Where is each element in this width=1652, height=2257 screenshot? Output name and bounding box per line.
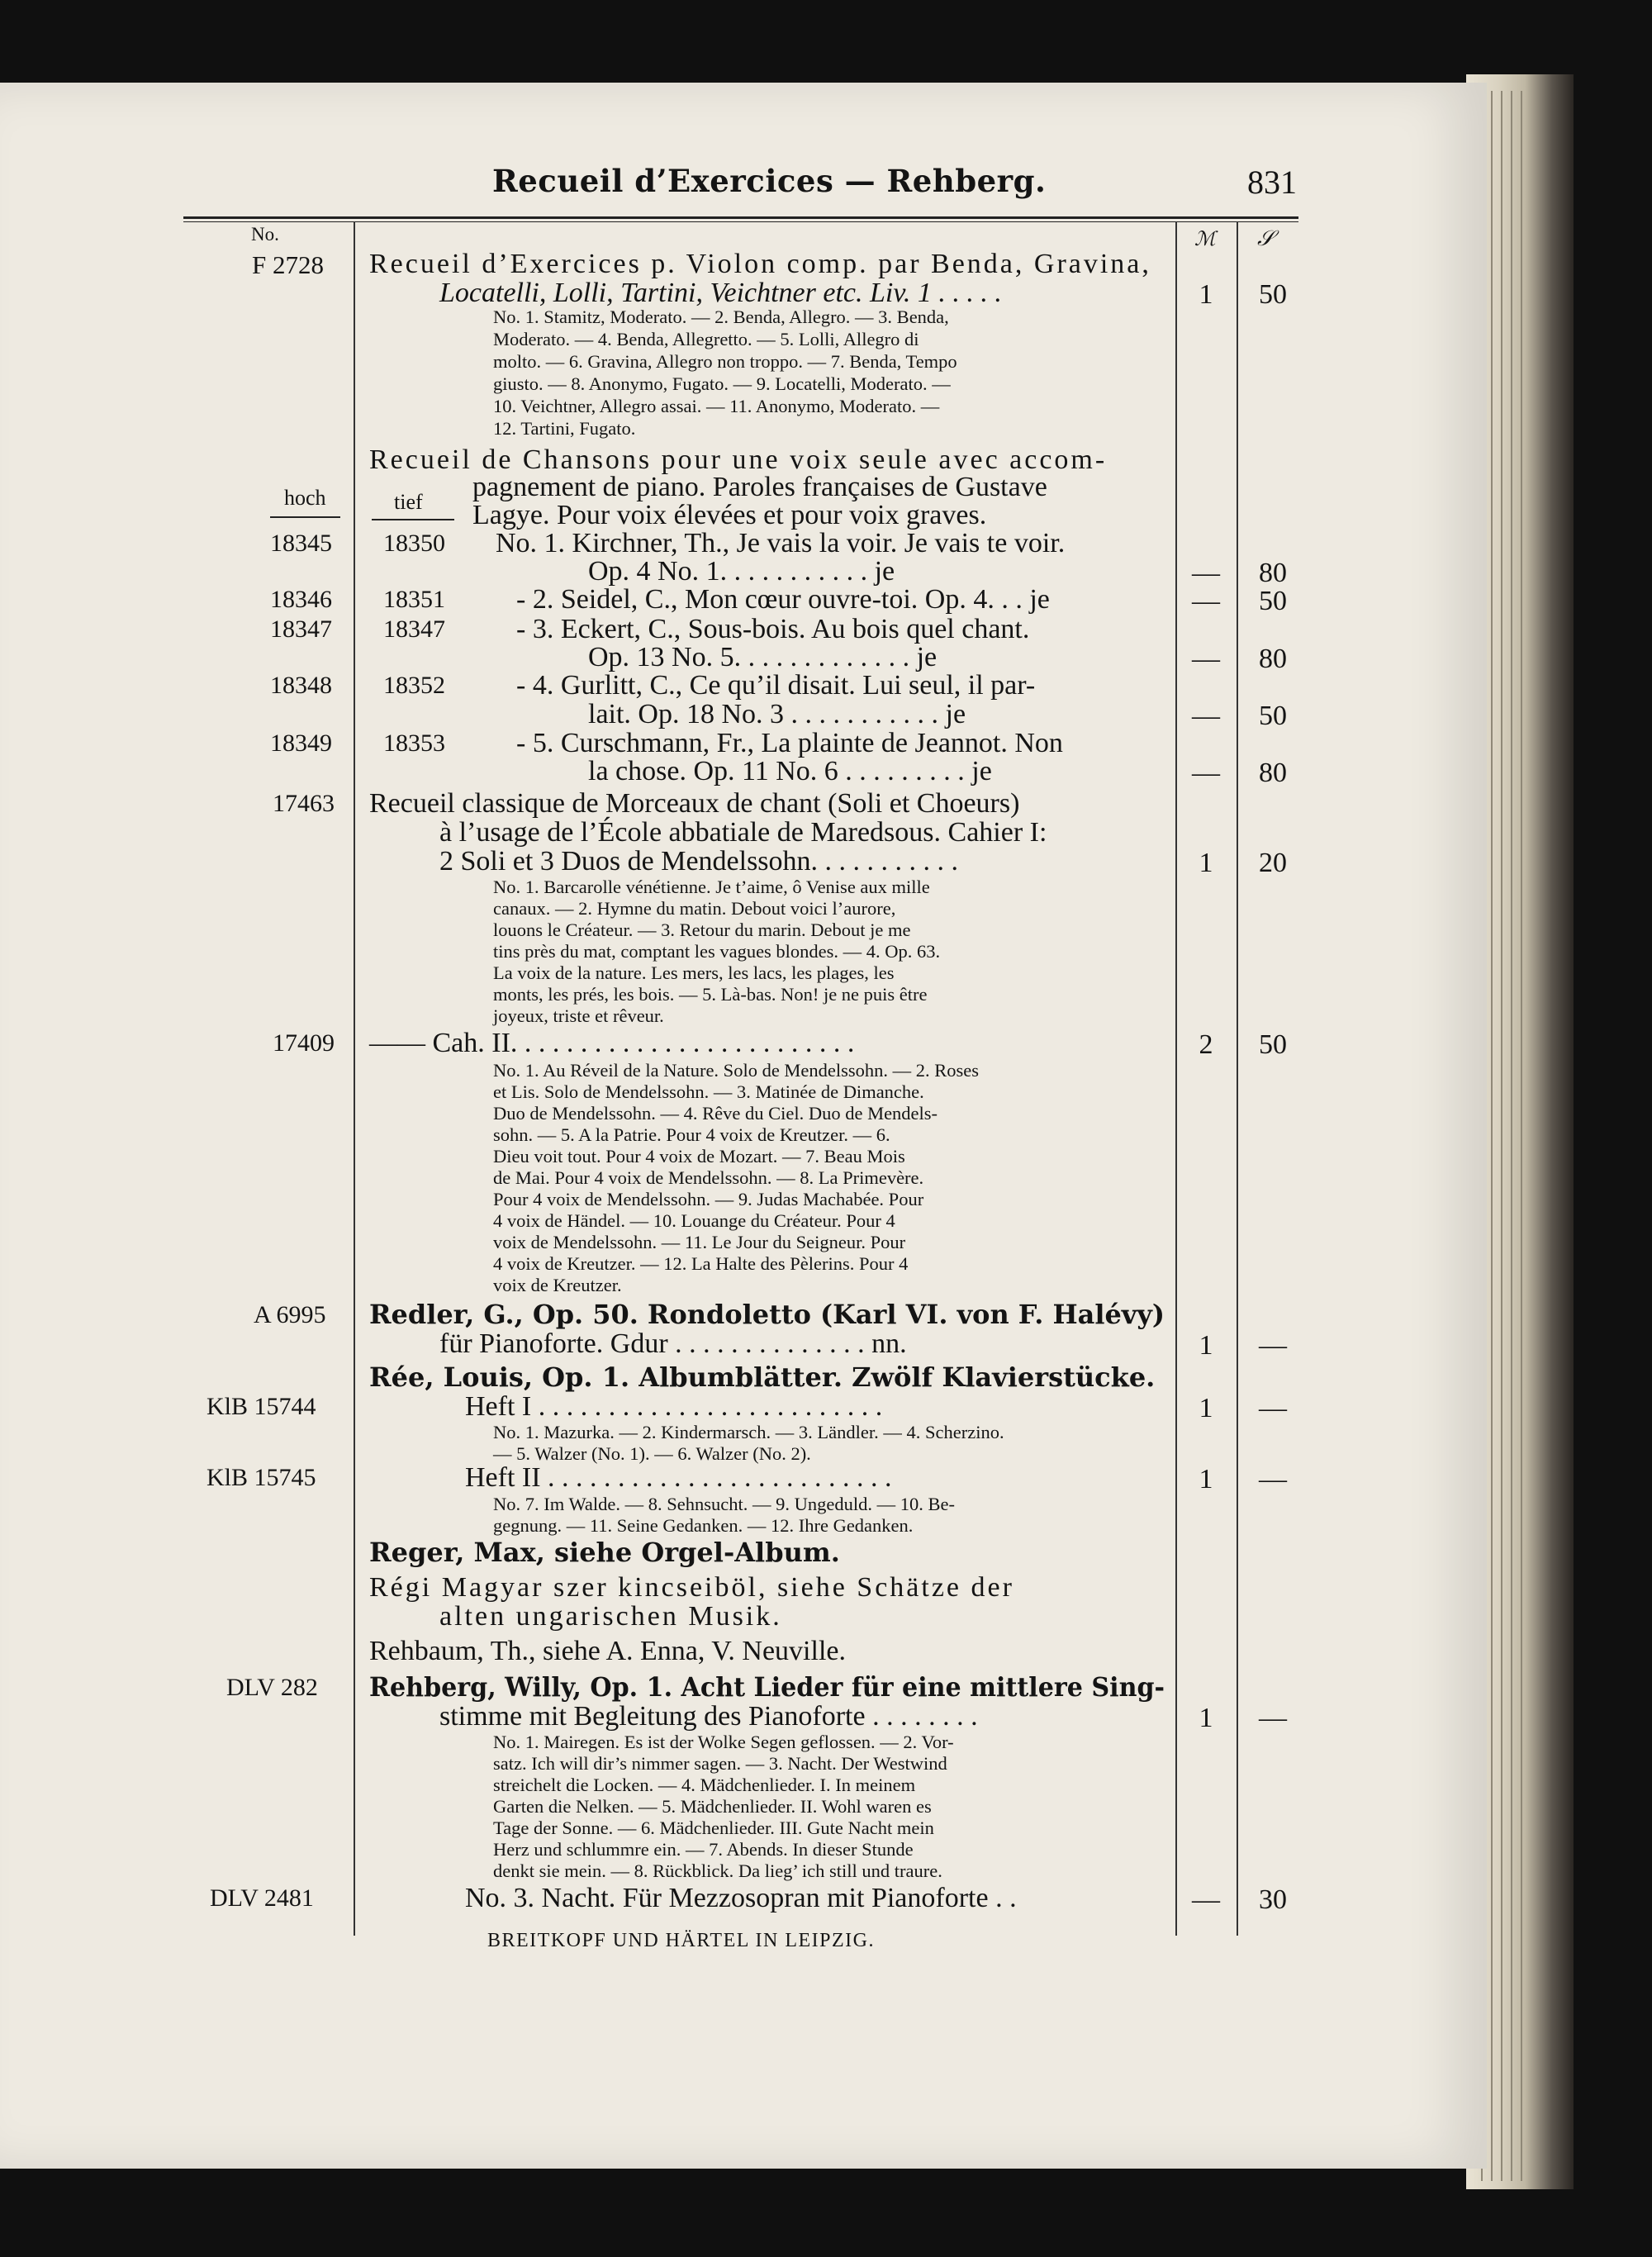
entry-mark: 1: [1199, 1703, 1213, 1733]
tief-brace: [372, 519, 454, 520]
entry-line: —— Cah. II. . . . . . . . . . . . . . . . . . . . . . . . .: [369, 1028, 855, 1058]
entry-note: satz. Ich will dir’s nimmer sagen. — 3. Nacht. Der Westwind: [493, 1753, 947, 1774]
entry-pf: —: [1259, 1703, 1287, 1733]
entry-line: Recueil classique de Morceaux de chant (Soli et Choeurs): [369, 788, 1020, 819]
entry-mark: 1: [1199, 1464, 1213, 1494]
entry-mark: 1: [1199, 1393, 1213, 1423]
entry-note: No. 1. Stamitz, Moderato. — 2. Benda, Allegro. — 3. Benda,: [493, 306, 949, 327]
publisher-footer: BREITKOPF UND HÄRTEL IN LEIPZIG.: [487, 1930, 875, 1951]
entry-number: DLV 2481: [210, 1884, 314, 1912]
column-rule-pf: [1237, 221, 1238, 1936]
entry-line: Reger, Max, siehe Orgel-Album.: [369, 1537, 840, 1568]
entry-note: No. 1. Au Réveil de la Nature. Solo de Mendelssohn. — 2. Roses: [493, 1060, 980, 1081]
entry-line: Lagye. Pour voix élevées et pour voix graves.: [472, 500, 987, 530]
entry-pf: 50: [1259, 586, 1287, 616]
entry-line: lait. Op. 18 No. 3 . . . . . . . . . . . je: [588, 699, 966, 729]
entry-line: 2 Soli et 3 Duos de Mendelssohn. . . . . . . . . . .: [439, 846, 959, 877]
entry-pf: 50: [1259, 701, 1287, 731]
entry-line: Recueil d’Exercices p. Violon comp. par Benda, Gravina,: [369, 249, 1151, 279]
entry-line: - 2. Seidel, C., Mon cœur ouvre-toi. Op. 4. . . je: [516, 584, 1050, 615]
entry-note: sohn. — 5. A la Patrie. Pour 4 voix de Kreutzer. — 6.: [493, 1124, 890, 1145]
page-number: 831: [1247, 164, 1297, 201]
entry-line: stimme mit Begleitung des Pianoforte . . . . . . . .: [439, 1701, 978, 1732]
entry-number: 18348: [270, 672, 332, 699]
entry-number: 18345: [270, 530, 332, 557]
running-title: Recueil d’Exercices — Rehberg.: [492, 163, 1047, 199]
entry-note: joyeux, triste et rêveur.: [493, 1005, 664, 1026]
entry-number: 18347: [270, 615, 332, 643]
no-column-label: No.: [251, 224, 279, 245]
entry-note: denkt sie mein. — 8. Rückblick. Da lieg’ ich still und traure.: [493, 1860, 942, 1881]
entry-note: molto. — 6. Gravina, Allegro non troppo. — 7. Benda, Tempo: [493, 351, 957, 372]
entry-number: F 2728: [252, 250, 324, 279]
entry-mark: —: [1192, 586, 1220, 616]
entry-number-tief: 18351: [383, 586, 445, 613]
entry-line: Rehbaum, Th., siehe A. Enna, V. Neuville.: [369, 1636, 846, 1666]
entry-mark: 1: [1199, 848, 1213, 878]
entry-note: Tage der Sonne. — 6. Mädchenlieder. III. Gute Nacht mein: [493, 1817, 934, 1838]
entry-note: Moderato. — 4. Benda, Allegretto. — 5. Lolli, Allegro di: [493, 329, 919, 349]
entry-mark: 1: [1199, 279, 1213, 310]
entry-note: et Lis. Solo de Mendelssohn. — 3. Matinée de Dimanche.: [493, 1081, 924, 1102]
entry-number: DLV 282: [226, 1674, 318, 1701]
entry-mark: —: [1192, 1884, 1220, 1915]
entry-pf: —: [1259, 1393, 1287, 1423]
entry-note: voix de Mendelssohn. — 11. Le Jour du Seigneur. Pour: [493, 1232, 906, 1252]
entry-line: No. 3. Nacht. Für Mezzosopran mit Pianoforte . .: [465, 1883, 1017, 1913]
entry-pf: —: [1259, 1464, 1287, 1494]
entry-line: Op. 13 No. 5. . . . . . . . . . . . . je: [588, 642, 938, 672]
entry-mark: —: [1192, 758, 1220, 788]
entry-note: de Mai. Pour 4 voix de Mendelssohn. — 8. La Primevère.: [493, 1167, 924, 1188]
entry-line: alten ungarischen Musik.: [439, 1601, 782, 1632]
entry-note: Herz und schlummre ein. — 7. Abends. In dieser Stunde: [493, 1839, 914, 1860]
hoch-label: hoch: [284, 486, 326, 510]
entry-note: No. 1. Mairegen. Es ist der Wolke Segen geflossen. — 2. Vor-: [493, 1732, 954, 1752]
entry-line: Régi Magyar szer kincseiböl, siehe Schätze der: [369, 1572, 1014, 1603]
entry-note: louons le Créateur. — 3. Retour du marin. Debout je me: [493, 919, 911, 940]
entry-note: 4 voix de Kreutzer. — 12. La Halte des Pèlerins. Pour 4: [493, 1253, 909, 1274]
entry-pf: 50: [1259, 1029, 1287, 1060]
entry-mark: 2: [1199, 1029, 1213, 1060]
tief-label: tief: [394, 490, 423, 514]
entry-number: A 6995: [254, 1301, 326, 1328]
entry-line: Heft I . . . . . . . . . . . . . . . . . . . . . . . . .: [465, 1391, 883, 1422]
entry-note: Pour 4 voix de Mendelssohn. — 9. Judas Machabée. Pour: [493, 1189, 924, 1209]
column-rule-mark: [1175, 221, 1177, 1936]
entry-line: Rehberg, Willy, Op. 1. Acht Lieder für eine mittlere Sing-: [369, 1671, 1165, 1703]
entry-line: Op. 4 No. 1. . . . . . . . . . . je: [588, 556, 895, 587]
entry-line: à l’usage de l’École abbatiale de Maredsous. Cahier I:: [439, 817, 1047, 848]
entry-note: 4 voix de Händel. — 10. Louange du Créateur. Pour 4: [493, 1210, 895, 1231]
entry-note: Garten die Nelken. — 5. Mädchenlieder. II. Wohl waren es: [493, 1796, 932, 1817]
entry-number: 18346: [270, 586, 332, 613]
pf-column-label: 𝒮: [1257, 226, 1275, 250]
entry-note: tins près du mat, comptant les vagues blondes. — 4. Op. 63.: [493, 941, 941, 962]
entry-line: pagnement de piano. Paroles françaises de Gustave: [472, 472, 1047, 502]
entry-pf: —: [1259, 1330, 1287, 1361]
entry-note: Dieu voit tout. Pour 4 voix de Mozart. — 7. Beau Mois: [493, 1146, 905, 1167]
entry-pf: 50: [1259, 279, 1287, 310]
entry-number-tief: 18352: [383, 672, 445, 699]
entry-number: KlB 15745: [206, 1464, 316, 1491]
entry-pf: 20: [1259, 848, 1287, 878]
entry-note: La voix de la nature. Les mers, les lacs, les plages, les: [493, 962, 895, 983]
entry-note: voix de Kreutzer.: [493, 1275, 622, 1295]
entry-number: KlB 15744: [206, 1393, 316, 1420]
entry-number: 17409: [273, 1029, 335, 1057]
entry-note: gegnung. — 11. Seine Gedanken. — 12. Ihre Gedanken.: [493, 1515, 914, 1536]
entry-pf: 80: [1259, 558, 1287, 588]
entry-note: — 5. Walzer (No. 1). — 6. Walzer (No. 2).: [493, 1443, 811, 1464]
header-rule: [183, 216, 1298, 219]
entry-mark: —: [1192, 644, 1220, 674]
mark-column-label: ℳ: [1194, 229, 1216, 250]
entry-mark: —: [1192, 701, 1220, 731]
entry-line: Locatelli, Lolli, Tartini, Veichtner etc. Liv. 1 . . . . .: [439, 278, 1002, 308]
entry-note: No. 1. Barcarolle vénétienne. Je t’aime, ô Venise aux mille: [493, 877, 930, 897]
entry-mark: 1: [1199, 1330, 1213, 1361]
entry-note: Duo de Mendelssohn. — 4. Rêve du Ciel. Duo de Mendels-: [493, 1103, 938, 1124]
entry-note: giusto. — 8. Anonymo, Fugato. — 9. Locatelli, Moderato. —: [493, 373, 951, 394]
hoch-brace: [270, 516, 340, 518]
entry-note: No. 7. Im Walde. — 8. Sehnsucht. — 9. Ungeduld. — 10. Be-: [493, 1494, 955, 1514]
entry-number-tief: 18347: [383, 615, 445, 643]
entry-mark: —: [1192, 558, 1220, 588]
entry-line: Recueil de Chansons pour une voix seule avec accom-: [369, 444, 1108, 475]
entry-number-tief: 18353: [383, 729, 445, 757]
entry-number-tief: 18350: [383, 530, 445, 557]
entry-note: No. 1. Mazurka. — 2. Kindermarsch. — 3. Ländler. — 4. Scherzino.: [493, 1422, 1004, 1442]
entry-line: Heft II . . . . . . . . . . . . . . . . . . . . . . . . .: [465, 1462, 892, 1493]
entry-line: - 4. Gurlitt, C., Ce qu’il disait. Lui seul, il par-: [516, 670, 1036, 701]
column-rule-no: [354, 221, 355, 1936]
entry-note: canaux. — 2. Hymne du matin. Debout voici l’aurore,: [493, 898, 896, 919]
entry-line: la chose. Op. 11 No. 6 . . . . . . . . . je: [588, 756, 992, 786]
entry-pf: 80: [1259, 644, 1287, 674]
entry-line: - 3. Eckert, C., Sous-bois. Au bois quel chant.: [516, 614, 1030, 644]
entry-line: No. 1. Kirchner, Th., Je vais la voir. Je vais te voir.: [496, 528, 1066, 558]
entry-line: für Pianoforte. Gdur . . . . . . . . . . . . . . nn.: [439, 1328, 907, 1359]
header-rule-thin: [183, 221, 1298, 222]
entry-number: 17463: [273, 790, 335, 817]
entry-line: Rée, Louis, Op. 1. Albumblätter. Zwölf Klavierstücke.: [369, 1361, 1156, 1393]
entry-note: 10. Veichtner, Allegro assai. — 11. Anonymo, Moderato. —: [493, 396, 940, 416]
entry-pf: 80: [1259, 758, 1287, 788]
entry-line: Redler, G., Op. 50. Rondoletto (Karl VI. von F. Halévy): [369, 1299, 1165, 1330]
entry-pf: 30: [1259, 1884, 1287, 1915]
entry-note: monts, les prés, les bois. — 5. Là-bas. Non! je ne puis être: [493, 984, 928, 1005]
entry-number: 18349: [270, 729, 332, 757]
entry-note: 12. Tartini, Fugato.: [493, 418, 636, 439]
entry-line: - 5. Curschmann, Fr., La plainte de Jeannot. Non: [516, 728, 1063, 758]
entry-note: streichelt die Locken. — 4. Mädchenlieder. I. In meinem: [493, 1775, 916, 1795]
